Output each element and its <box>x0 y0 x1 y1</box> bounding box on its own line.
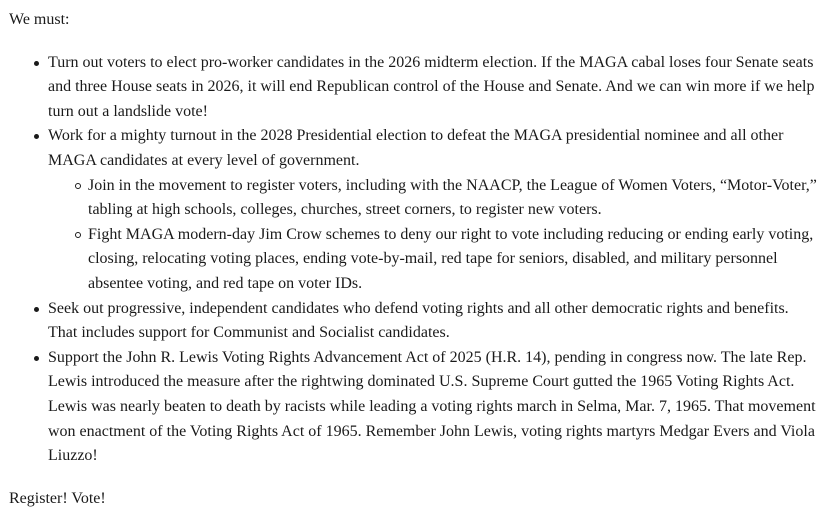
sub-list-item <box>88 174 821 223</box>
action-list <box>9 51 821 469</box>
list-item-text: Seek out progressive, independent candidates who defend voting rights and all other democratic rights and benefits. That includes support for Communist and Socialist candidates. <box>48 299 789 342</box>
list-item-text: Work for a mighty turnout in the 2028 Presidential election to defeat the MAGA presidential nominee and all other MAGA candidates at every level of government. <box>48 127 784 169</box>
list-item <box>48 124 821 296</box>
sub-list-item-text: Fight MAGA modern-day Jim Crow schemes to deny our right to vote including reducing or ending early voting, closing, relocating voting places, ending vote-by-mail, red tape for seniors, disabled, and military personnel absentee voting, and red tape on voter IDs. <box>88 225 814 292</box>
sub-list-item-text: Join in the movement to register voters, including with the NAACP, the League of Women Voters, “Motor-Voter,” tabling at high schools, colleges, churches, street corners, to register new voters. <box>88 176 817 219</box>
sub-action-list <box>48 174 821 297</box>
closing-paragraph: Register! Vote! <box>9 489 106 507</box>
sub-list-item <box>88 223 821 297</box>
list-item-text: Turn out voters to elect pro-worker candidates in the 2026 midterm election. If the MAGA cabal loses four Senate seats and three House seats in 2026, it will end Republican control of the House and Senate. And we can win more if we help turn out a landslide vote! <box>48 53 815 120</box>
list-item <box>48 51 821 125</box>
list-item-text: Support the John R. Lewis Voting Rights Advancement Act of 2025 (H.R. 14), pending in congress now. The late Rep. Lewis introduced the measure after the rightwing dominated U.S. Supreme Court gutted the 1965 Voting Rights Act. Lewis was nearly beaten to death by racists while leading a voting rights march in Selma, Mar. 7, 1965. That movement won enactment of the Voting Rights Act of 1965. Remember John Lewis, voting rights martyrs Medgar Evers and Viola Liuzzo! <box>48 348 816 465</box>
list-item <box>48 346 821 469</box>
intro-paragraph: We must: <box>9 11 70 28</box>
list-item <box>48 297 821 346</box>
